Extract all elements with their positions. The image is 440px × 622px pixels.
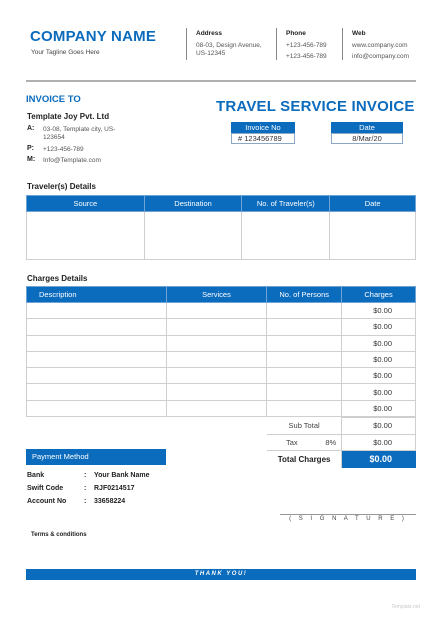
column-date: Date <box>330 196 416 212</box>
date-value: 8/Mar/20 <box>331 133 403 144</box>
persons-cell[interactable] <box>267 368 342 384</box>
description-cell[interactable] <box>27 368 167 384</box>
persons-cell[interactable] <box>267 335 342 351</box>
persons-cell[interactable] <box>267 400 342 416</box>
client-address-key: A: <box>27 125 35 132</box>
description-cell[interactable] <box>27 400 167 416</box>
totals-table <box>267 417 416 468</box>
header-divider <box>342 28 343 60</box>
invoice-no-value: # 123456789 <box>231 133 295 144</box>
watermark: Template.net <box>391 604 420 610</box>
account-value: 33658224 <box>94 498 126 505</box>
destination-cell[interactable] <box>144 212 242 260</box>
company-phone-1: +123-456-789 <box>286 42 327 49</box>
subtotal-row <box>267 418 416 435</box>
persons-cell[interactable] <box>267 303 342 319</box>
column-services: Services <box>166 287 267 303</box>
travelers-table <box>26 195 416 260</box>
tax-value: $0.00 <box>342 434 416 451</box>
bank-value: Your Bank Name <box>94 472 150 479</box>
total-value: $0.00 <box>342 451 416 468</box>
company-address-line2: US-12345 <box>196 50 226 57</box>
charge-amount[interactable]: $0.00 <box>342 400 416 416</box>
description-cell[interactable] <box>27 351 167 367</box>
swift-colon: : <box>84 485 87 492</box>
client-email: Info@Template.com <box>43 157 101 164</box>
signature-label: ( S I G N A T U R E ) <box>289 516 407 522</box>
table-row <box>27 368 416 384</box>
total-label: Total Charges <box>267 451 342 468</box>
persons-cell[interactable] <box>267 351 342 367</box>
column-source: Source <box>27 196 145 212</box>
company-website: www.company.com <box>352 42 408 49</box>
swift-label: Swift Code <box>27 485 64 492</box>
invoice-no-label: Invoice No <box>231 122 295 133</box>
description-cell[interactable] <box>27 384 167 400</box>
services-cell[interactable] <box>166 319 267 335</box>
client-name: Template Joy Pvt. Ltd <box>27 112 110 121</box>
charge-amount[interactable]: $0.00 <box>342 384 416 400</box>
description-cell[interactable] <box>27 335 167 351</box>
services-cell[interactable] <box>166 335 267 351</box>
account-label: Account No <box>27 498 67 505</box>
document-title: TRAVEL SERVICE INVOICE <box>216 98 415 115</box>
table-row <box>27 303 416 319</box>
services-cell[interactable] <box>166 303 267 319</box>
account-colon: : <box>84 498 87 505</box>
source-cell[interactable] <box>27 212 145 260</box>
tax-label: Tax <box>286 437 298 447</box>
company-email: info@company.com <box>352 53 410 60</box>
charges-header-row <box>27 287 416 303</box>
services-cell[interactable] <box>166 368 267 384</box>
company-tagline: Your Tagline Goes Here <box>31 49 100 56</box>
travelers-section-title: Traveler(s) Details <box>27 182 96 191</box>
subtotal-value: $0.00 <box>342 418 416 435</box>
description-cell[interactable] <box>27 303 167 319</box>
tax-rate[interactable]: 8% <box>325 437 337 447</box>
date-cell[interactable] <box>330 212 416 260</box>
services-cell[interactable] <box>166 351 267 367</box>
bank-label: Bank <box>27 472 45 479</box>
column-destination: Destination <box>144 196 242 212</box>
charges-section-title: Charges Details <box>27 274 88 283</box>
travelers-cell[interactable] <box>242 212 330 260</box>
services-cell[interactable] <box>166 400 267 416</box>
client-email-key: M: <box>27 156 36 163</box>
persons-cell[interactable] <box>267 319 342 335</box>
client-phone-key: P: <box>27 145 34 152</box>
table-row <box>27 335 416 351</box>
company-address-line1: 08-03, Design Avenue, <box>196 42 262 49</box>
bank-colon: : <box>84 472 87 479</box>
table-row <box>27 384 416 400</box>
client-address-line2: 123654 <box>43 134 65 141</box>
travelers-header-row <box>27 196 416 212</box>
tax-label-cell <box>267 434 342 451</box>
persons-cell[interactable] <box>267 384 342 400</box>
phone-label: Phone <box>286 30 306 37</box>
swift-value: RJF0214517 <box>94 485 135 492</box>
charge-amount[interactable]: $0.00 <box>342 351 416 367</box>
table-row <box>27 319 416 335</box>
column-description: Description <box>27 287 167 303</box>
charges-table <box>26 286 416 417</box>
header-divider <box>276 28 277 60</box>
company-name: COMPANY NAME <box>30 28 157 45</box>
address-label: Address <box>196 30 223 37</box>
client-phone: +123-456-789 <box>43 146 84 153</box>
table-row <box>27 400 416 416</box>
payment-method-header: Payment Method <box>26 449 166 465</box>
table-row <box>27 212 416 260</box>
description-cell[interactable] <box>27 319 167 335</box>
charge-amount[interactable]: $0.00 <box>342 368 416 384</box>
header-divider <box>186 28 187 60</box>
signature-line <box>280 514 416 515</box>
tax-row <box>267 434 416 451</box>
charge-amount[interactable]: $0.00 <box>342 335 416 351</box>
date-label: Date <box>331 122 403 133</box>
subtotal-label: Sub Total <box>267 418 342 435</box>
web-label: Web <box>352 30 366 37</box>
header-rule <box>26 80 416 82</box>
table-row <box>27 351 416 367</box>
terms-and-conditions[interactable]: Terms & conditions <box>31 532 87 538</box>
column-travelers: No. of Traveler(s) <box>242 196 330 212</box>
charge-amount[interactable]: $0.00 <box>342 303 416 319</box>
invoice-to-title: INVOICE TO <box>26 94 81 105</box>
column-persons: No. of Persons <box>267 287 342 303</box>
company-phone-2: +123-456-789 <box>286 53 327 60</box>
charge-amount[interactable]: $0.00 <box>342 319 416 335</box>
total-row <box>267 451 416 468</box>
thank-you-banner: THANK YOU! <box>26 569 416 580</box>
column-charges: Charges <box>342 287 416 303</box>
services-cell[interactable] <box>166 384 267 400</box>
client-address-line1: 03-08, Template city, US- <box>43 126 116 133</box>
